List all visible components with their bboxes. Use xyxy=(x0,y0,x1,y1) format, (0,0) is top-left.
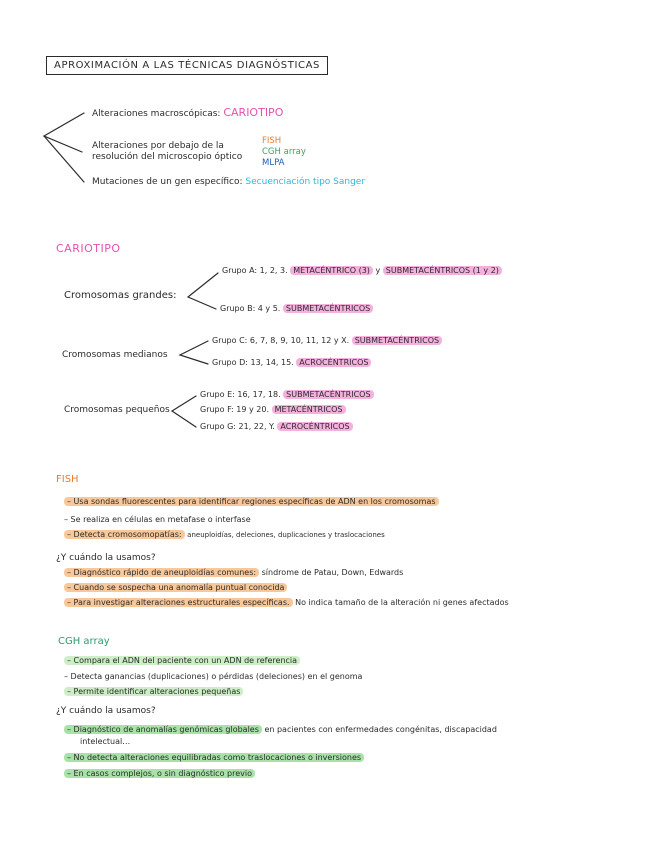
fish-bullet-3-rest: aneuploidías, deleciones, duplicaciones y traslocaciones xyxy=(187,531,385,539)
cgh-use-1 xyxy=(64,725,497,734)
overview-label: Alteraciones macroscópicas: xyxy=(92,109,221,119)
cgh-bullet-3 xyxy=(64,687,243,696)
cgh-bullet-2: – Detecta ganancias (duplicaciones) o pérdidas (deleciones) en el genoma xyxy=(64,672,363,681)
technique-cgh: CGH array xyxy=(262,147,306,157)
cgh-use-2-text: – No detecta alteraciones equilibradas como traslocaciones o inversiones xyxy=(64,753,364,762)
group-a-conj: y xyxy=(375,266,381,275)
group-c-text: Grupo C: 6, 7, 8, 9, 10, 11, 12 y X. xyxy=(212,336,350,345)
overview-value-cariotipo: CARIOTIPO xyxy=(223,106,284,119)
group-b-highlight: SUBMETACÉNTRICOS xyxy=(283,304,373,313)
overview-value-sanger: Secuenciación tipo Sanger xyxy=(245,177,366,187)
group-a xyxy=(222,266,502,275)
fish-bullet-1 xyxy=(64,497,439,506)
overview-row-gene xyxy=(92,177,365,187)
group-b-text: Grupo B: 4 y 5. xyxy=(220,304,281,313)
cgh-when-heading: ¿Y cuándo la usamos? xyxy=(56,706,156,716)
overview-label-line1: Alteraciones por debajo de la xyxy=(92,141,224,151)
fish-use-1-text: – Diagnóstico rápido de aneuploidías comunes: xyxy=(64,568,259,577)
group-d-text: Grupo D: 13, 14, 15. xyxy=(212,358,294,367)
technique-mlpa: MLPA xyxy=(262,158,285,168)
group-a-highlight-1: METACÉNTRICO (3) xyxy=(290,266,373,275)
label-cromosomas-grandes: Cromosomas grandes: xyxy=(64,290,177,301)
section-heading-cgh: CGH array xyxy=(58,636,110,647)
cgh-bullet-1 xyxy=(64,656,300,665)
fish-use-3 xyxy=(64,598,509,607)
overview-row-submicroscopic xyxy=(92,141,242,163)
fish-use-1-rest: síndrome de Patau, Down, Edwards xyxy=(261,568,404,577)
fish-use-2-text: – Cuando se sospecha una anomalía puntual conocida xyxy=(64,583,287,592)
group-c-highlight: SUBMETACÉNTRICOS xyxy=(352,336,442,345)
group-e xyxy=(200,390,374,399)
cgh-use-1-text: – Diagnóstico de anomalías genómicas globales xyxy=(64,725,262,734)
fish-when-heading: ¿Y cuándo la usamos? xyxy=(56,553,156,563)
cgh-use-1-rest: en pacientes con enfermedades congénitas, discapacidad xyxy=(264,725,497,734)
fish-use-2 xyxy=(64,583,287,592)
section-heading-fish: FISH xyxy=(56,474,79,485)
group-g xyxy=(200,422,353,431)
overview-label: Mutaciones de un gen específico: xyxy=(92,177,243,187)
group-f-text: Grupo F: 19 y 20. xyxy=(200,405,270,414)
overview-row-macroscopic xyxy=(92,106,283,119)
label-cromosomas-pequenos: Cromosomas pequeños xyxy=(64,405,170,415)
cgh-bullet-3-text: – Permite identificar alteraciones pequeñas xyxy=(64,687,243,696)
fish-bullet-3 xyxy=(64,530,385,539)
fish-bullet-1-text: – Usa sondas fluorescentes para identificar regiones específicas de ADN en los cromosomas xyxy=(64,497,439,506)
group-e-text: Grupo E: 16, 17, 18. xyxy=(200,390,281,399)
overview-techniques xyxy=(262,136,306,169)
section-heading-cariotipo: CARIOTIPO xyxy=(56,242,121,255)
fish-bullet-2: – Se realiza en células en metafase o interfase xyxy=(64,515,251,524)
group-f-highlight: METACÉNTRICOS xyxy=(272,405,346,414)
group-g-text: Grupo G: 21, 22, Y. xyxy=(200,422,275,431)
fish-use-1 xyxy=(64,568,403,577)
technique-fish: FISH xyxy=(262,136,282,146)
cgh-use-3-text: – En casos complejos, o sin diagnóstico previo xyxy=(64,769,255,778)
cgh-use-3 xyxy=(64,769,255,778)
group-c xyxy=(212,336,442,345)
group-e-highlight: SUBMETACÉNTRICOS xyxy=(283,390,373,399)
group-g-highlight: ACROCÉNTRICOS xyxy=(277,422,352,431)
label-cromosomas-medianos: Cromosomas medianos xyxy=(62,350,168,360)
group-d-highlight: ACROCÉNTRICOS xyxy=(296,358,371,367)
group-f xyxy=(200,405,346,414)
fish-use-3-text: – Para investigar alteraciones estructurales específicas. xyxy=(64,598,293,607)
group-a-highlight-2: SUBMETACÉNTRICOS (1 y 2) xyxy=(383,266,502,275)
page-title: APROXIMACIÓN A LAS TÉCNICAS DIAGNÓSTICAS xyxy=(46,56,328,75)
cgh-use-2 xyxy=(64,753,364,762)
fish-use-3-rest: No indica tamaño de la alteración ni genes afectados xyxy=(295,598,509,607)
cgh-use-1-continuation: intelectual… xyxy=(80,737,131,746)
group-a-text: Grupo A: 1, 2, 3. xyxy=(222,266,288,275)
cgh-bullet-1-text: – Compara el ADN del paciente con un ADN de referencia xyxy=(64,656,300,665)
group-b xyxy=(220,304,373,313)
group-d xyxy=(212,358,371,367)
overview-label-line2: resolución del microscopio óptico xyxy=(92,152,243,162)
fish-bullet-3-text: – Detecta cromosomopatías: xyxy=(64,530,185,539)
